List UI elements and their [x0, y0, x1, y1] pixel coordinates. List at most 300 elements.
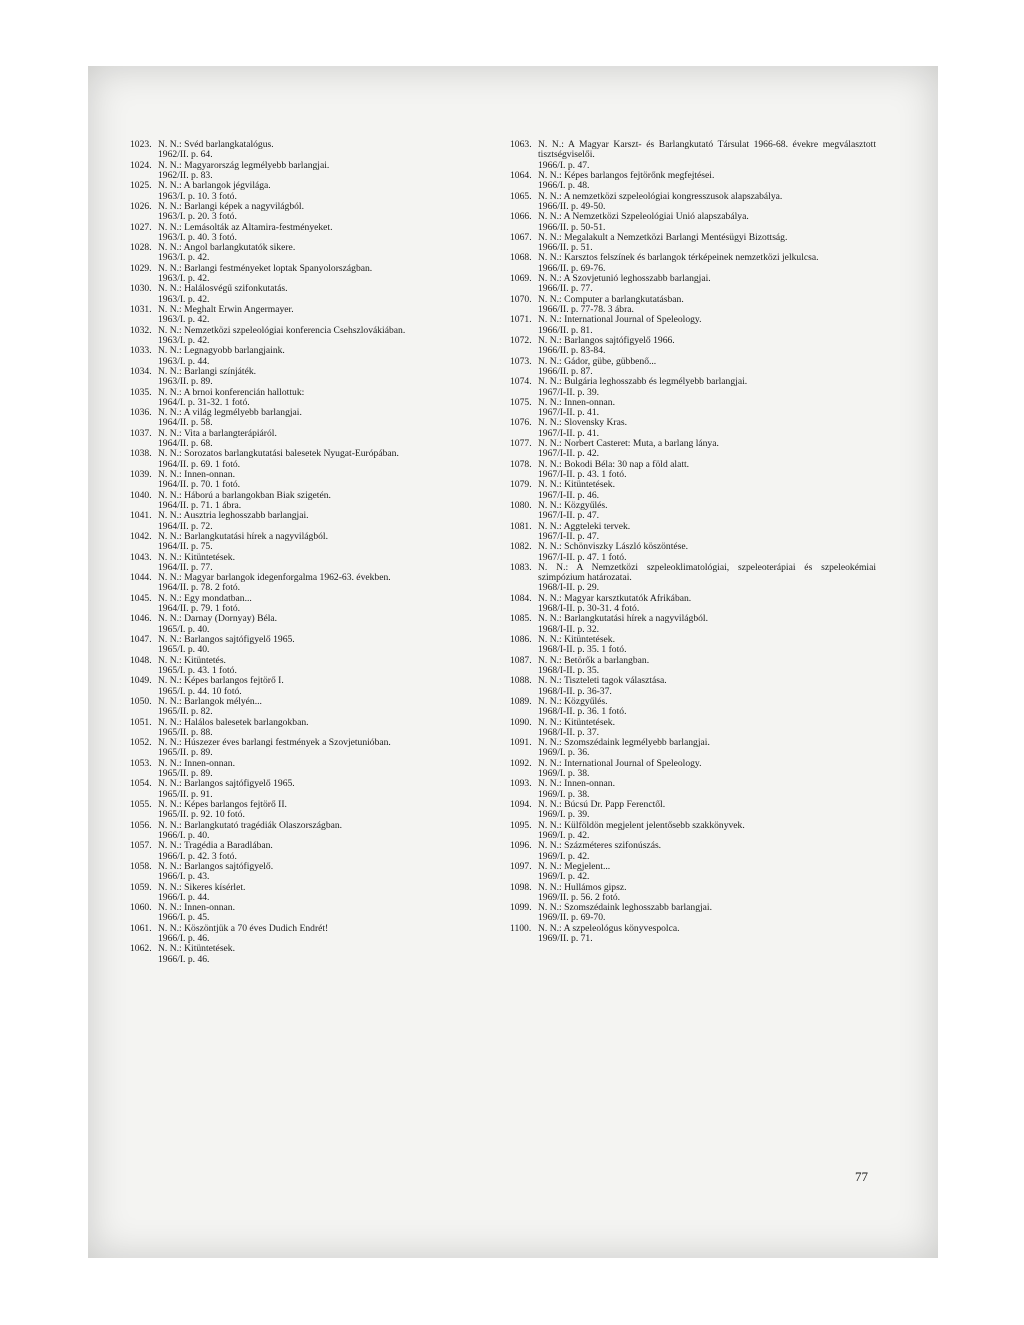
bibliography-entry: [130, 223, 492, 244]
entry-title: N. N.: Búcsú Dr. Papp Ferenctől.: [538, 799, 666, 810]
bibliography-entry: [130, 140, 492, 161]
entry-reference: 1962/II. p. 83.: [158, 169, 213, 181]
entry-reference: 1966/II. p. 83-84.: [538, 345, 606, 357]
entry-number: 1099.: [510, 902, 532, 914]
bibliography-entry: [510, 862, 876, 883]
entry-reference: 1966/I. p. 44.: [158, 891, 210, 903]
bibliography-entry: [510, 501, 876, 522]
entry-number: 1040.: [130, 489, 152, 501]
entry-reference: 1963/I. p. 40. 3 fotó.: [158, 231, 237, 243]
entry-title: N. N.: Kitüntetések.: [158, 551, 236, 563]
bibliography-entry: [130, 305, 492, 326]
bibliography-entry: [510, 821, 876, 842]
entry-title: N. N.: Schönviszky László köszöntése.: [538, 541, 689, 553]
entry-number: 1095.: [510, 819, 532, 831]
entry-title: N. N.: Lemásolták az Altamira-festményeket.: [158, 221, 333, 233]
entry-reference: 1969/I. p. 42.: [538, 829, 590, 841]
entry-number: 1059.: [130, 881, 152, 893]
entry-number: 1043.: [130, 551, 152, 563]
bibliography-entry: [130, 181, 492, 202]
entry-number: 1054.: [130, 778, 152, 790]
entry-title: N. N.: International Journal of Speleology.: [538, 757, 702, 769]
entry-title: N. N.: Barlangos sajtófigyelő 1966.: [538, 334, 675, 346]
entry-reference: 1965/II. p. 88.: [158, 726, 213, 738]
entry-reference: 1967/I-II. p. 42.: [538, 448, 600, 460]
entry-number: 1072.: [510, 334, 532, 346]
bibliography-entry: [510, 439, 876, 460]
entry-number: 1048.: [130, 654, 152, 666]
entry-title: N. N.: A Szovjetunió leghosszabb barlangjai.: [538, 273, 711, 285]
entry-title: N. N.: Húszezer éves barlangi festmények a Szovjetunióban.: [158, 737, 391, 749]
entry-title: N. N.: Százméteres szifonúszás.: [538, 840, 662, 852]
entry-title: N. N.: A világ legmélyebb barlangjai.: [158, 407, 302, 419]
entry-title: N. N.: Barlangkutatási hírek a nagyvilágból.: [158, 530, 328, 542]
bibliography-entry: [510, 336, 876, 357]
entry-number: 1053.: [130, 757, 152, 769]
bibliography-entry: [510, 460, 876, 481]
bibliography-entry: [130, 656, 492, 677]
entry-number: 1076.: [510, 417, 532, 429]
entry-number: 1051.: [130, 716, 152, 728]
entry-reference: 1968/I-II. p. 35. 1 fotó.: [538, 644, 627, 656]
entry-number: 1029.: [130, 262, 152, 274]
entry-title: N. N.: A nemzetközi szpeleológiai kongresszusok alapszabálya.: [538, 190, 783, 202]
entry-number: 1097.: [510, 860, 532, 872]
entry-reference: 1963/I. p. 42.: [158, 273, 210, 285]
bibliography-entry: [510, 841, 876, 862]
bibliography-entry: [130, 718, 492, 739]
bibliography-entry: [130, 759, 492, 780]
entry-reference: 1968/I-II. p. 36. 1 fotó.: [538, 706, 627, 718]
entry-title: N. N.: Bulgária leghosszabb és legmélyebb barlangjai.: [538, 376, 748, 388]
bibliography-entry: [510, 480, 876, 501]
bibliography-entry: [510, 377, 876, 398]
entry-title: N. N.: Innen-onnan.: [158, 757, 235, 769]
entry-number: 1094.: [510, 799, 532, 810]
bibliography-entry: [130, 697, 492, 718]
bibliography-entry: [510, 614, 876, 635]
entry-title: N. N.: Aggteleki tervek.: [538, 520, 631, 532]
entry-number: 1068.: [510, 252, 532, 264]
entry-title: N. N.: Slovensky Kras.: [538, 417, 628, 429]
entry-reference: 1969/I. p. 42.: [538, 871, 590, 883]
entry-reference: 1969/I. p. 38.: [538, 768, 590, 780]
entry-title: N. N.: A Nemzetközi Szpeleológiai Unió alapszabálya.: [538, 211, 749, 223]
bibliography-entry: [130, 346, 492, 367]
entry-reference: 1962/II. p. 64.: [158, 149, 213, 161]
entry-number: 1028.: [130, 242, 152, 254]
entry-number: 1069.: [510, 273, 532, 285]
bibliography-entry: [510, 759, 876, 780]
bibliography-entry: [130, 243, 492, 264]
entry-number: 1086.: [510, 634, 532, 645]
entry-title: N. N.: Meghalt Erwin Angermayer.: [158, 304, 294, 315]
bibliography-entry: [130, 883, 492, 904]
entry-number: 1065.: [510, 190, 532, 202]
entry-number: 1063.: [510, 139, 532, 150]
entry-title: N. N.: Computer a barlangkutatásban.: [538, 293, 684, 305]
entry-number: 1064.: [510, 169, 532, 181]
bibliography-entry: [510, 295, 876, 316]
entry-title: N. N.: Barlangos sajtófigyelő 1965.: [158, 778, 295, 790]
entry-number: 1035.: [130, 386, 152, 398]
entry-reference: 1964/II. p. 71. 1 ábra.: [158, 499, 242, 511]
bibliography-entry: [510, 656, 876, 677]
entry-reference: 1964/II. p. 78. 2 fotó.: [158, 582, 241, 594]
bibliography-entry: [510, 274, 876, 295]
entry-reference: 1965/I. p. 43. 1 fotó.: [158, 664, 237, 676]
entry-number: 1074.: [510, 376, 532, 388]
entry-reference: 1969/I. p. 36.: [538, 747, 590, 759]
bibliography-entry: [510, 635, 876, 656]
bibliography-entry: [510, 522, 876, 543]
bibliography-entry: [130, 944, 492, 965]
bibliography-entry: [510, 253, 876, 274]
entry-title: N. N.: Magyar karsztkutatók Afrikában.: [538, 592, 692, 604]
entry-number: 1091.: [510, 737, 532, 749]
entry-title: N. N.: Barlangkutatási hírek a nagyvilágból.: [538, 613, 708, 625]
entry-number: 1093.: [510, 778, 532, 790]
entry-reference: 1963/II. p. 89.: [158, 376, 213, 388]
entry-reference: 1963/I. p. 20. 3 fotó.: [158, 211, 237, 223]
entry-title: N. N.: Külföldön megjelent jelentősebb szakkönyvek.: [538, 819, 745, 831]
entry-title: N. N.: Kitüntetések.: [538, 634, 616, 645]
bibliography-entry: [510, 676, 876, 697]
entry-reference: 1968/I-II. p. 37.: [538, 726, 600, 738]
bibliography-entry: [130, 408, 492, 429]
entry-reference: 1969/I. p. 39.: [538, 809, 590, 821]
entry-reference: 1969/I. p. 38.: [538, 788, 590, 800]
entry-title: N. N.: Háború a barlangokban Biak szigetén.: [158, 489, 331, 501]
entry-reference: 1966/I. p. 48.: [538, 180, 590, 192]
entry-title: N. N.: A Nemzetközi szpeleoklimatológiai, szpeleoterápiai és szpeleokémiai szimpózium határozatai.: [538, 561, 876, 584]
entry-title: N. N.: Betörők a barlangban.: [538, 654, 650, 666]
entry-number: 1082.: [510, 541, 532, 553]
bibliography-entry: [510, 140, 876, 171]
bibliography-entry: [510, 800, 876, 821]
entry-number: 1087.: [510, 654, 532, 666]
bibliography-entry: [510, 398, 876, 419]
entry-number: 1038.: [130, 448, 152, 460]
entry-title: N. N.: Ausztria leghosszabb barlangjai.: [158, 510, 309, 522]
page-number: 77: [855, 1169, 868, 1184]
entry-reference: 1966/II. p. 50-51.: [538, 221, 606, 233]
entry-title: N. N.: Barlangos sajtófigyelő.: [158, 860, 274, 872]
entry-number: 1081.: [510, 520, 532, 532]
entry-title: N. N.: A szpeleológus könyvespolca.: [538, 922, 680, 934]
bibliography-entry: [130, 326, 492, 347]
entry-title: N. N.: A Magyar Karszt- és Barlangkutató Társulat 1966-68. évekre megválasztott tisztségviselői.: [538, 139, 876, 161]
bibliography-entry: [130, 388, 492, 409]
entry-title: N. N.: Innen-onnan.: [538, 396, 615, 408]
bibliography-entry: [130, 614, 492, 635]
entry-reference: 1966/I. p. 42. 3 fotó.: [158, 850, 237, 862]
entry-number: 1080.: [510, 499, 532, 511]
entry-title: N. N.: A barlangok jégvilága.: [158, 180, 271, 192]
entry-title: N. N.: Megjelent...: [538, 860, 611, 872]
bibliography-entry: [510, 171, 876, 192]
entry-title: N. N.: Tragédia a Baradlában.: [158, 840, 273, 852]
entry-reference: 1965/II. p. 89.: [158, 747, 213, 759]
entry-title: N. N.: International Journal of Speleology.: [538, 314, 702, 326]
bibliography-entry: [510, 418, 876, 439]
entry-title: N. N.: Innen-onnan.: [158, 902, 235, 914]
entry-reference: 1969/II. p. 69-70.: [538, 912, 606, 924]
bibliography-entry: [130, 800, 492, 821]
bibliography-entry: [510, 542, 876, 563]
entry-reference: 1966/II. p. 49-50.: [538, 200, 606, 212]
entry-reference: 1969/II. p. 56. 2 fotó.: [538, 891, 621, 903]
entry-number: 1023.: [130, 139, 152, 150]
entry-reference: 1964/I. p. 31-32. 1 fotó.: [158, 396, 250, 408]
entry-title: N. N.: Egy mondatban...: [158, 592, 252, 604]
bibliography-entry: [510, 924, 876, 945]
bibliography-entry: [510, 594, 876, 615]
entry-title: N. N.: Barlangi képek a nagyvilágból.: [158, 200, 305, 212]
entry-title: N. N.: Sikeres kísérlet.: [158, 881, 246, 893]
bibliography-entry: [510, 233, 876, 254]
entry-number: 1042.: [130, 530, 152, 542]
bibliography-entry: [130, 635, 492, 656]
entry-number: 1046.: [130, 613, 152, 625]
entry-number: 1045.: [130, 592, 152, 604]
entry-title: N. N.: Magyar barlangok idegenforgalma 1962-63. években.: [158, 572, 391, 584]
entry-reference: 1964/II. p. 79. 1 fotó.: [158, 603, 241, 615]
entry-number: 1049.: [130, 675, 152, 687]
entry-number: 1055.: [130, 799, 152, 810]
bibliography-entry: [510, 357, 876, 378]
entry-reference: 1967/I-II. p. 41.: [538, 407, 600, 419]
entry-number: 1066.: [510, 211, 532, 223]
entry-reference: 1964/II. p. 75.: [158, 541, 213, 553]
entry-reference: 1966/II. p. 51.: [538, 242, 593, 254]
entry-number: 1085.: [510, 613, 532, 625]
entry-title: N. N.: Angol barlangkutatók sikere.: [158, 242, 296, 254]
entry-reference: 1963/I. p. 42.: [158, 293, 210, 305]
entry-reference: 1965/I. p. 40.: [158, 623, 210, 635]
entry-reference: 1967/I-II. p. 43. 1 fotó.: [538, 469, 627, 480]
entry-title: N. N.: Halálosvégű szifonkutatás.: [158, 283, 288, 295]
entry-title: N. N.: Sorozatos barlangkutatási balesetek Nyugat-Európában.: [158, 448, 399, 460]
entry-reference: 1966/I. p. 45.: [158, 912, 210, 924]
entry-title: N. N.: Legnagyobb barlangjaink.: [158, 345, 285, 357]
entry-reference: 1964/II. p. 68.: [158, 438, 213, 450]
entry-title: N. N.: Közgyűlés.: [538, 695, 608, 707]
entry-number: 1062.: [130, 943, 152, 955]
bibliography-entry: [510, 779, 876, 800]
entry-title: N. N.: Megalakult a Nemzetközi Barlangi Mentésügyi Bizottság.: [538, 231, 788, 243]
entry-number: 1050.: [130, 695, 152, 707]
entry-title: N. N.: Barlangi színjáték.: [158, 365, 257, 377]
entry-title: N. N.: Tiszteleti tagok választása.: [538, 675, 667, 687]
entry-title: N. N.: Képes barlangos fejtörőnk megfejtései.: [538, 169, 715, 181]
entry-title: N. N.: A brnoi konferencián hallottuk:: [158, 386, 305, 398]
entry-reference: 1963/I. p. 42.: [158, 334, 210, 346]
entry-reference: 1967/I-II. p. 46.: [538, 489, 600, 501]
entry-title: N. N.: Norbert Casteret: Muta, a barlang lánya.: [538, 438, 719, 450]
entry-title: N. N.: Vita a barlangterápiáról.: [158, 427, 277, 439]
entry-title: N. N.: Innen-onnan.: [538, 778, 615, 790]
entry-title: N. N.: Barlangos sajtófigyelő 1965.: [158, 634, 295, 645]
entry-title: N. N.: Kitüntetés.: [158, 654, 226, 666]
entry-number: 1073.: [510, 355, 532, 367]
entry-reference: 1964/II. p. 58.: [158, 417, 213, 429]
entry-number: 1060.: [130, 902, 152, 914]
entry-reference: 1964/II. p. 72.: [158, 520, 213, 532]
entry-title: N. N.: Hullámos gipsz.: [538, 881, 627, 893]
entry-reference: 1967/I-II. p. 41.: [538, 427, 600, 439]
entry-title: N. N.: Halálos balesetek barlangokban.: [158, 716, 309, 728]
entry-reference: 1964/II. p. 77.: [158, 561, 213, 573]
entry-number: 1041.: [130, 510, 152, 522]
bibliography-entry: [130, 738, 492, 759]
entry-number: 1024.: [130, 159, 152, 171]
entry-title: N. N.: Barlangkutató tragédiák Olaszországban.: [158, 819, 343, 831]
entry-title: N. N.: Darnay (Dornyay) Béla.: [158, 613, 278, 625]
entry-reference: 1966/II. p. 81.: [538, 324, 593, 336]
entry-number: 1034.: [130, 365, 152, 377]
bibliography-entry: [130, 202, 492, 223]
entry-title: N. N.: Nemzetközi szpeleológiai konferencia Csehszlovákiában.: [158, 324, 406, 336]
bibliography-entry: [130, 924, 492, 945]
entry-title: N. N.: Barlangi festményeket loptak Spanyolországban.: [158, 262, 373, 274]
entry-reference: 1964/II. p. 70. 1 fotó.: [158, 479, 241, 491]
entry-reference: 1967/I-II. p. 47. 1 fotó.: [538, 551, 627, 563]
entry-title: N. N.: Barlangok mélyén...: [158, 695, 262, 707]
entry-number: 1061.: [130, 922, 152, 934]
left-column: [130, 140, 492, 965]
bibliography-entry: [130, 553, 492, 574]
entry-number: 1027.: [130, 221, 152, 233]
entry-reference: 1963/I. p. 42.: [158, 252, 210, 264]
entry-number: 1083.: [510, 561, 532, 573]
entry-number: 1075.: [510, 396, 532, 408]
entry-reference: 1966/I. p. 46.: [158, 953, 210, 965]
entry-title: N. N.: Gádor, gübe, gübbenő...: [538, 355, 657, 367]
entry-title: N. N.: Kitüntetések.: [538, 479, 616, 491]
bibliography-entry: [130, 841, 492, 862]
entry-number: 1039.: [130, 469, 152, 480]
entry-reference: 1966/II. p. 77.: [538, 283, 593, 295]
entry-reference: 1968/I-II. p. 35.: [538, 664, 600, 676]
bibliography-entry: [130, 264, 492, 285]
entry-number: 1100.: [510, 922, 532, 934]
entry-reference: 1967/I-II. p. 39.: [538, 386, 600, 398]
entry-reference: 1968/I-II. p. 30-31. 4 fotó.: [538, 603, 640, 615]
entry-reference: 1965/I. p. 40.: [158, 644, 210, 656]
entry-number: 1078.: [510, 458, 532, 470]
entry-reference: 1964/II. p. 69. 1 fotó.: [158, 458, 241, 470]
bibliography-entry: [510, 192, 876, 213]
bibliography-entry: [130, 862, 492, 883]
entry-title: N. N.: Közgyűlés.: [538, 499, 608, 511]
entry-reference: 1966/I. p. 47.: [538, 159, 590, 171]
entry-reference: 1968/I-II. p. 29.: [538, 582, 600, 594]
entry-title: N. N.: Magyarország legmélyebb barlangjai.: [158, 159, 330, 171]
entry-number: 1090.: [510, 716, 532, 728]
bibliography-entry: [130, 367, 492, 388]
bibliography-entry: [130, 429, 492, 450]
entry-reference: 1966/II. p. 69-76.: [538, 262, 606, 274]
entry-reference: 1965/II. p. 82.: [158, 706, 213, 718]
entry-reference: 1966/II. p. 87.: [538, 365, 593, 377]
entry-number: 1088.: [510, 675, 532, 687]
entry-number: 1098.: [510, 881, 532, 893]
entry-reference: 1966/I. p. 43.: [158, 871, 210, 883]
entry-number: 1092.: [510, 757, 532, 769]
bibliography-entry: [130, 449, 492, 470]
entry-reference: 1965/I. p. 44. 10 fotó.: [158, 685, 242, 697]
bibliography-entry: [130, 676, 492, 697]
entry-title: N. N.: Szomszédaink leghosszabb barlangjai.: [538, 902, 712, 914]
entry-number: 1077.: [510, 438, 532, 450]
entry-reference: 1967/I-II. p. 47.: [538, 510, 600, 522]
entry-title: N. N.: Innen-onnan.: [158, 469, 235, 480]
bibliography-entry: [130, 594, 492, 615]
entry-title: N. N.: Kitüntetések.: [158, 943, 236, 955]
entry-reference: 1968/I-II. p. 36-37.: [538, 685, 612, 697]
entry-number: 1071.: [510, 314, 532, 326]
entry-reference: 1963/I. p. 10. 3 fotó.: [158, 190, 237, 202]
entry-number: 1044.: [130, 572, 152, 584]
entry-number: 1036.: [130, 407, 152, 419]
entry-number: 1030.: [130, 283, 152, 295]
bibliography-entry: [510, 315, 876, 336]
entry-number: 1058.: [130, 860, 152, 872]
entry-number: 1032.: [130, 324, 152, 336]
entry-title: N. N.: Svéd barlangkatalógus.: [158, 139, 274, 150]
bibliography-entry: [130, 161, 492, 182]
bibliography-entry: [130, 284, 492, 305]
bibliography-entry: [130, 573, 492, 594]
entry-title: N. N.: Kitüntetések.: [538, 716, 616, 728]
entry-title: N. N.: Szomszédaink legmélyebb barlangjai.: [538, 737, 710, 749]
entry-reference: 1963/I. p. 44.: [158, 355, 210, 367]
entry-reference: 1969/II. p. 71.: [538, 933, 593, 945]
entry-number: 1079.: [510, 479, 532, 491]
entry-number: 1056.: [130, 819, 152, 831]
entry-number: 1031.: [130, 304, 152, 315]
bibliography-entry: [130, 470, 492, 491]
entry-title: N. N.: Karsztos felszínek és barlangok térképeinek nemzetközi jelkulcsa.: [538, 252, 819, 264]
entry-number: 1047.: [130, 634, 152, 645]
bibliography-entry: [510, 697, 876, 718]
entry-reference: 1965/II. p. 89.: [158, 768, 213, 780]
entry-number: 1084.: [510, 592, 532, 604]
entry-reference: 1966/I. p. 46.: [158, 933, 210, 945]
entry-number: 1025.: [130, 180, 152, 192]
entry-title: N. N.: Képes barlangos fejtörő II.: [158, 799, 287, 810]
entry-title: N. N.: Köszöntjük a 70 éves Dudich Endrét!: [158, 922, 329, 934]
bibliography-entry: [510, 903, 876, 924]
bibliography-entry: [510, 212, 876, 233]
bibliography-entry: [510, 738, 876, 759]
entry-reference: 1963/I. p. 42.: [158, 314, 210, 326]
entry-number: 1089.: [510, 695, 532, 707]
entry-reference: 1965/II. p. 91.: [158, 788, 213, 800]
bibliography-entry: [130, 511, 492, 532]
bibliography-entry: [130, 491, 492, 512]
bibliography-entry: [130, 903, 492, 924]
entry-number: 1033.: [130, 345, 152, 357]
bibliography-entry: [510, 718, 876, 739]
entry-number: 1026.: [130, 200, 152, 212]
entry-reference: 1966/II. p. 77-78. 3 ábra.: [538, 304, 634, 315]
bibliography-entry: [510, 883, 876, 904]
entry-number: 1096.: [510, 840, 532, 852]
entry-reference: 1968/I-II. p. 32.: [538, 623, 600, 635]
entry-number: 1067.: [510, 231, 532, 243]
